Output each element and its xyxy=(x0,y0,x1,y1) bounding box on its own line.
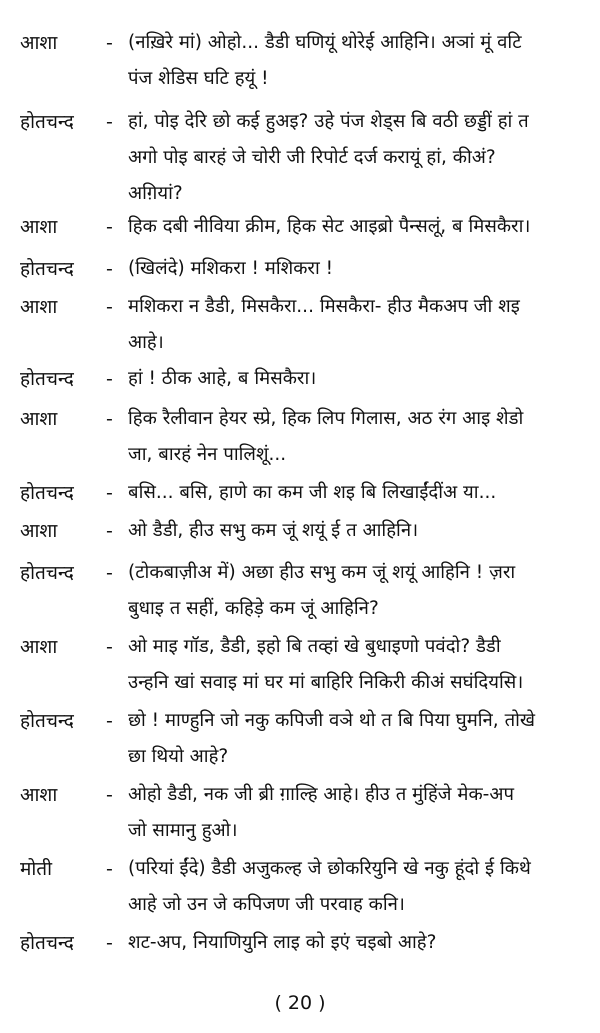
speaker-dash: - xyxy=(106,111,113,133)
dialogue-line xyxy=(0,556,600,592)
speaker-dash: - xyxy=(106,216,113,238)
speaker-name: होतचन्द xyxy=(20,258,74,280)
speaker-dash: - xyxy=(106,636,113,658)
speaker-name: होतचन्द xyxy=(20,111,74,133)
dialogue-line xyxy=(0,852,600,888)
dialogue-text: (टोकबाज़ीअ में) अछा हीउ सभु कम जूं शयूं आहिनि ! ज़रा xyxy=(128,562,516,583)
dialogue-line xyxy=(0,326,600,362)
dialogue-line xyxy=(0,177,600,213)
speaker-name: आशा xyxy=(20,32,58,54)
dialogue-line xyxy=(0,778,600,814)
speaker-name: आशा xyxy=(20,296,58,318)
dialogue-line xyxy=(0,105,600,141)
dialogue-text: आहे जो उन जे कपिजण जी परवाह कनि। xyxy=(128,894,405,915)
dialogue-text: पंज शेडिस घटि हयूं ! xyxy=(128,68,269,89)
speaker-name: आशा xyxy=(20,636,58,658)
dialogue-line xyxy=(0,290,600,326)
speaker-name: होतचन्द xyxy=(20,562,74,584)
dialogue-line xyxy=(0,362,600,398)
dialogue-text: बसि... बसि, हाणे का कम जी शइ बि लिखाईंदींअ या... xyxy=(128,482,497,503)
dialogue-text: शट-अप, नियाणियुनि लाइ को इएं चइबो आहे? xyxy=(128,932,437,953)
dialogue-line xyxy=(0,26,600,62)
page-number: ( 20 ) xyxy=(274,992,326,1014)
dialogue-line xyxy=(0,814,600,850)
dialogue-text: हां ! ठीक आहे, ब मिसकैरा। xyxy=(128,368,317,389)
dialogue-text: (परियां ईंदे) डैडी अजुकल्ह जे छोकरियुनि खे नकु हूंदो ई किथे xyxy=(128,858,531,879)
speaker-name: आशा xyxy=(20,520,58,542)
speaker-dash: - xyxy=(106,858,113,880)
speaker-name: होतचन्द xyxy=(20,368,74,390)
speaker-dash: - xyxy=(106,562,113,584)
dialogue-line xyxy=(0,252,600,288)
speaker-dash: - xyxy=(106,784,113,806)
dialogue-text: (खिलंदे) मशिकरा ! मशिकरा ! xyxy=(128,258,334,279)
dialogue-text: ओ डैडी, हीउ सभु कम जूं शयूं ई त आहिनि। xyxy=(128,520,419,541)
dialogue-text: हिक रैलीवान हेयर स्प्रे, हिक लिप गिलास, अठ रंग आइ शेडो xyxy=(128,408,524,429)
speaker-name: होतचन्द xyxy=(20,482,74,504)
dialogue-line xyxy=(0,888,600,924)
dialogue-text: जो सामानु हुओ। xyxy=(128,820,238,841)
speaker-dash: - xyxy=(106,258,113,280)
speaker-dash: - xyxy=(106,368,113,390)
speaker-name: होतचन्द xyxy=(20,710,74,732)
dialogue-text: (नख़िरे मां) ओहो... डैडी घणियूं थोरेई आहिनि। अञां मूं वटि xyxy=(128,32,522,53)
dialogue-line xyxy=(0,592,600,628)
dialogue-line xyxy=(0,210,600,246)
dialogue-text: आहे। xyxy=(128,332,164,353)
dialogue-text: अग़ियां? xyxy=(128,183,183,204)
speaker-dash: - xyxy=(106,710,113,732)
dialogue-line xyxy=(0,438,600,474)
dialogue-line xyxy=(0,704,600,740)
dialogue-line xyxy=(0,666,600,702)
dialogue-line xyxy=(0,630,600,666)
dialogue-text: ओहो डैडी, नक जी ब्री ग़ाल्हि आहे। हीउ त मुंहिंजे मेक-अप xyxy=(128,784,514,805)
speaker-dash: - xyxy=(106,296,113,318)
dialogue-text: बुधाइ त सहीं, कहिड़े कम जूं आहिनि? xyxy=(128,598,379,619)
speaker-dash: - xyxy=(106,32,113,54)
dialogue-line xyxy=(0,476,600,512)
speaker-name: आशा xyxy=(20,408,58,430)
dialogue-text: अगो पोइ बारहं जे चोरी जी रिपोर्ट दर्ज करायूं हां, कीअं? xyxy=(128,147,496,168)
speaker-name: मोती xyxy=(20,858,53,880)
dialogue-line xyxy=(0,402,600,438)
dialogue-text: छो ! माण्हुनि जो नकु कपिजी वञे थो त बि पिया घुमनि, तोखे xyxy=(128,710,536,731)
dialogue-line xyxy=(0,62,600,98)
dialogue-text: हिक दबी नीविया क्रीम, हिक सेट आइब्रो पैन्सलूं, ब मिसकैरा। xyxy=(128,216,531,237)
dialogue-line xyxy=(0,926,600,962)
speaker-name: आशा xyxy=(20,216,58,238)
speaker-dash: - xyxy=(106,932,113,954)
speaker-name: होतचन्द xyxy=(20,932,74,954)
speaker-dash: - xyxy=(106,408,113,430)
dialogue-line xyxy=(0,740,600,776)
speaker-dash: - xyxy=(106,520,113,542)
dialogue-text: जा, बारहं नेन पालिशूं... xyxy=(128,444,287,465)
dialogue-text: छा थियो आहे? xyxy=(128,746,229,767)
speaker-name: आशा xyxy=(20,784,58,806)
dialogue-text: उन्हनि खां सवाइ मां घर मां बाहिरि निकिरी कीअं सघंदियसि। xyxy=(128,672,524,693)
speaker-dash: - xyxy=(106,482,113,504)
dialogue-text: मशिकरा न डैडी, मिसकैरा... मिसकैरा- हीउ मैकअप जी शइ xyxy=(128,296,520,317)
dialogue-text: हां, पोइ देरि छो कई हुअइ? उहे पंज शेड्स बि वठी छड्डीं हां त xyxy=(128,111,529,132)
dialogue-line xyxy=(0,514,600,550)
dialogue-text: ओ माइ गॉड, डैडी, इहो बि तव्हां खे बुधाइणो पवंदो? डैडी xyxy=(128,636,501,657)
dialogue-line xyxy=(0,141,600,177)
